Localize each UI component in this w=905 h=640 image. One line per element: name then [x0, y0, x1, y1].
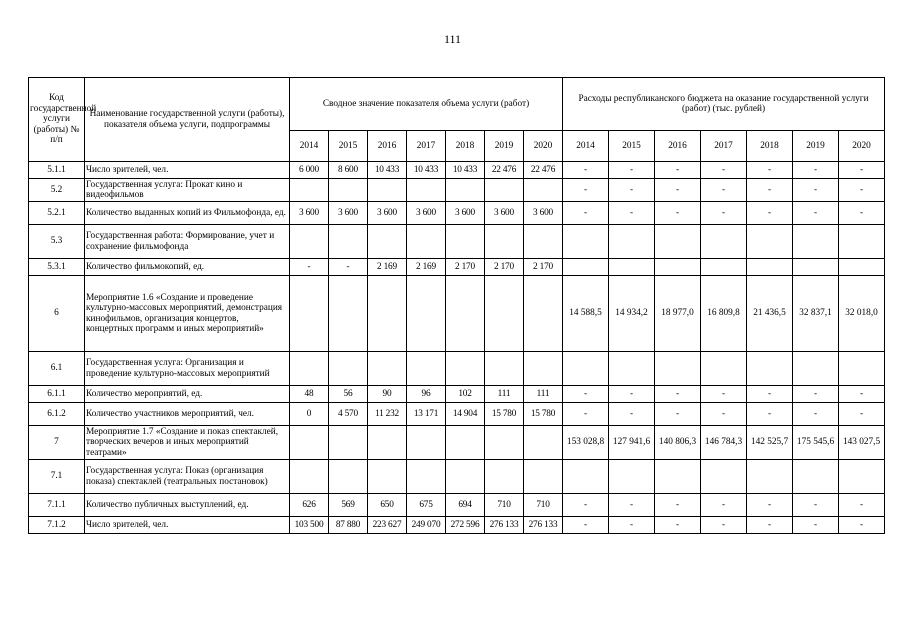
volume-cell	[407, 460, 446, 494]
volume-cell: 90	[368, 386, 407, 403]
budget-year-header: 2019	[793, 131, 839, 162]
budget-cell	[563, 259, 609, 276]
row-code: 7	[29, 426, 85, 460]
row-code: 5.2	[29, 179, 85, 202]
row-code: 7.1.2	[29, 517, 85, 534]
volume-cell: 6 000	[290, 162, 329, 179]
budget-year-header: 2020	[839, 131, 885, 162]
budget-cell	[793, 259, 839, 276]
volume-cell	[329, 352, 368, 386]
budget-cell: 142 525,7	[747, 426, 793, 460]
budget-cell: -	[839, 162, 885, 179]
volume-cell	[524, 426, 563, 460]
volume-year-header: 2017	[407, 131, 446, 162]
budget-year-header: 2016	[655, 131, 701, 162]
volume-cell: 14 904	[446, 403, 485, 426]
volume-cell	[368, 225, 407, 259]
budget-cell	[701, 352, 747, 386]
volume-cell	[368, 460, 407, 494]
budget-year-header: 2017	[701, 131, 747, 162]
volume-cell: 3 600	[329, 202, 368, 225]
row-name: Мероприятие 1.6 «Создание и проведение культурно-массовых мероприятий, демонстрация кинофильмов, организация концертов, концертных программ и иных мероприятий»	[85, 276, 290, 352]
row-name: Число зрителей, чел.	[85, 517, 290, 534]
table-row	[29, 225, 885, 259]
budget-cell	[609, 460, 655, 494]
budget-cell: -	[839, 494, 885, 517]
budget-cell	[793, 460, 839, 494]
budget-cell: -	[655, 202, 701, 225]
volume-cell	[407, 276, 446, 352]
row-name: Государственная услуга: Организация и проведение культурно-массовых мероприятий	[85, 352, 290, 386]
budget-cell: -	[793, 517, 839, 534]
volume-cell	[446, 179, 485, 202]
volume-cell: 8 600	[329, 162, 368, 179]
row-name: Количество участников мероприятий, чел.	[85, 403, 290, 426]
volume-cell	[446, 352, 485, 386]
volume-cell: 710	[524, 494, 563, 517]
budget-cell: -	[563, 162, 609, 179]
volume-cell: 223 627	[368, 517, 407, 534]
budget-cell: -	[609, 179, 655, 202]
volume-cell: 111	[485, 386, 524, 403]
volume-cell: 2 169	[407, 259, 446, 276]
budget-cell: -	[609, 386, 655, 403]
volume-cell: 276 133	[524, 517, 563, 534]
row-name: Государственная услуга: Прокат кино и видеофильмов	[85, 179, 290, 202]
budget-cell: -	[563, 517, 609, 534]
budget-cell	[793, 225, 839, 259]
volume-cell	[329, 225, 368, 259]
budget-cell: 175 545,6	[793, 426, 839, 460]
volume-cell: 3 600	[524, 202, 563, 225]
budget-cell: -	[701, 494, 747, 517]
budget-cell: 153 028,8	[563, 426, 609, 460]
budget-cell: -	[793, 403, 839, 426]
volume-cell	[524, 460, 563, 494]
budget-cell: -	[701, 403, 747, 426]
volume-cell	[446, 460, 485, 494]
volume-cell: 249 070	[407, 517, 446, 534]
row-code: 7.1	[29, 460, 85, 494]
volume-cell	[368, 426, 407, 460]
volume-cell: 48	[290, 386, 329, 403]
volume-cell	[290, 426, 329, 460]
budget-cell: -	[793, 386, 839, 403]
volume-year-header: 2015	[329, 131, 368, 162]
budget-cell	[747, 225, 793, 259]
volume-year-header: 2019	[485, 131, 524, 162]
volume-cell: 2 169	[368, 259, 407, 276]
page-number: 111	[443, 32, 462, 46]
volume-cell	[407, 179, 446, 202]
row-name: Количество выданных копий из Фильмофонда, ед.	[85, 202, 290, 225]
volume-cell	[485, 460, 524, 494]
volume-cell: -	[329, 259, 368, 276]
row-code: 5.3	[29, 225, 85, 259]
budget-year-header: 2018	[747, 131, 793, 162]
volume-cell: 15 780	[524, 403, 563, 426]
volume-cell: 3 600	[368, 202, 407, 225]
table-row	[29, 403, 885, 426]
table-header	[29, 78, 885, 162]
volume-cell	[368, 276, 407, 352]
row-name: Количество публичных выступлений, ед.	[85, 494, 290, 517]
budget-cell	[655, 225, 701, 259]
volume-cell	[485, 179, 524, 202]
budget-cell: 32 018,0	[839, 276, 885, 352]
table-row	[29, 259, 885, 276]
budget-cell: -	[609, 403, 655, 426]
budget-cell	[839, 460, 885, 494]
budget-cell: -	[747, 202, 793, 225]
budget-cell	[563, 460, 609, 494]
budget-cell: -	[609, 202, 655, 225]
volume-cell: 694	[446, 494, 485, 517]
row-name: Мероприятие 1.7 «Создание и показ спектаклей, творческих вечеров и иных мероприятий театрами»	[85, 426, 290, 460]
row-name: Количество фильмокопий, ед.	[85, 259, 290, 276]
budget-cell: -	[563, 179, 609, 202]
budget-cell: 127 941,6	[609, 426, 655, 460]
volume-year-header: 2014	[290, 131, 329, 162]
volume-cell: 96	[407, 386, 446, 403]
budget-cell: -	[563, 386, 609, 403]
row-code: 5.2.1	[29, 202, 85, 225]
volume-cell: 10 433	[446, 162, 485, 179]
budget-cell: 143 027,5	[839, 426, 885, 460]
volume-cell: 10 433	[368, 162, 407, 179]
budget-cell: -	[839, 403, 885, 426]
row-name: Государственная услуга: Показ (организация показа) спектаклей (театральных постановок)	[85, 460, 290, 494]
volume-cell: 626	[290, 494, 329, 517]
volume-cell: 15 780	[485, 403, 524, 426]
volume-cell: 2 170	[524, 259, 563, 276]
volume-cell	[485, 352, 524, 386]
table-row	[29, 276, 885, 352]
budget-cell: -	[839, 179, 885, 202]
volume-cell	[329, 460, 368, 494]
volume-cell: -	[290, 259, 329, 276]
budget-cell: -	[701, 162, 747, 179]
table-row	[29, 386, 885, 403]
budget-cell: -	[701, 517, 747, 534]
budget-cell: -	[609, 517, 655, 534]
budget-cell: -	[609, 494, 655, 517]
budget-cell	[747, 352, 793, 386]
volume-cell	[368, 352, 407, 386]
budget-group-header: Расходы республиканского бюджета на оказание государственной услуги (работ) (тыс. рублей)	[563, 78, 885, 131]
budget-cell: -	[747, 517, 793, 534]
budget-cell	[747, 460, 793, 494]
budget-cell: 140 806,3	[655, 426, 701, 460]
budget-cell	[563, 225, 609, 259]
budget-year-header: 2014	[563, 131, 609, 162]
volume-cell: 710	[485, 494, 524, 517]
volume-cell	[524, 276, 563, 352]
budget-cell: -	[563, 403, 609, 426]
table-row	[29, 426, 885, 460]
budget-cell: -	[839, 202, 885, 225]
table-row	[29, 460, 885, 494]
budget-cell	[839, 259, 885, 276]
volume-cell	[446, 276, 485, 352]
budget-cell	[839, 225, 885, 259]
volume-cell	[485, 225, 524, 259]
volume-cell: 13 171	[407, 403, 446, 426]
budget-cell: 16 809,8	[701, 276, 747, 352]
volume-cell	[290, 179, 329, 202]
budget-cell: -	[747, 162, 793, 179]
table-row	[29, 352, 885, 386]
volume-cell: 2 170	[446, 259, 485, 276]
volume-cell	[407, 352, 446, 386]
budget-cell: -	[563, 202, 609, 225]
budget-cell: -	[747, 386, 793, 403]
volume-cell: 22 476	[485, 162, 524, 179]
budget-cell: -	[793, 202, 839, 225]
volume-cell: 102	[446, 386, 485, 403]
row-code: 5.3.1	[29, 259, 85, 276]
volume-cell	[290, 460, 329, 494]
budget-cell: 14 934,2	[609, 276, 655, 352]
budget-cell: -	[563, 494, 609, 517]
volume-cell	[368, 179, 407, 202]
budget-cell: -	[701, 179, 747, 202]
budget-cell	[609, 259, 655, 276]
budget-cell: 14 588,5	[563, 276, 609, 352]
budget-cell: -	[655, 179, 701, 202]
volume-cell: 675	[407, 494, 446, 517]
volume-cell: 3 600	[446, 202, 485, 225]
budget-cell	[701, 225, 747, 259]
volume-cell: 111	[524, 386, 563, 403]
volume-cell: 10 433	[407, 162, 446, 179]
budget-cell: 18 977,0	[655, 276, 701, 352]
volume-cell: 103 500	[290, 517, 329, 534]
volume-cell: 56	[329, 386, 368, 403]
code-column-header: Код государственной услуги (работы) № п/п	[29, 78, 85, 162]
volume-cell: 0	[290, 403, 329, 426]
volume-cell	[329, 276, 368, 352]
budget-cell: -	[701, 202, 747, 225]
row-code: 6	[29, 276, 85, 352]
table-row	[29, 202, 885, 225]
budget-cell: -	[747, 179, 793, 202]
budget-cell: -	[655, 162, 701, 179]
budget-cell: -	[793, 162, 839, 179]
row-code: 6.1.2	[29, 403, 85, 426]
row-code: 5.1.1	[29, 162, 85, 179]
volume-cell: 11 232	[368, 403, 407, 426]
volume-cell: 22 476	[524, 162, 563, 179]
volume-cell	[329, 426, 368, 460]
volume-cell	[407, 225, 446, 259]
volume-cell	[524, 225, 563, 259]
budget-cell: -	[839, 386, 885, 403]
budget-cell: -	[793, 494, 839, 517]
row-name: Число зрителей, чел.	[85, 162, 290, 179]
row-name: Государственная работа: Формирование, учет и сохранение фильмофонда	[85, 225, 290, 259]
volume-group-header: Сводное значение показателя объема услуги (работ)	[290, 78, 563, 131]
table-body	[29, 162, 885, 534]
budget-cell	[655, 259, 701, 276]
volume-cell: 3 600	[290, 202, 329, 225]
volume-cell	[524, 352, 563, 386]
budget-cell	[655, 352, 701, 386]
volume-cell	[290, 352, 329, 386]
volume-year-header: 2018	[446, 131, 485, 162]
budget-cell: 146 784,3	[701, 426, 747, 460]
budget-cell	[609, 352, 655, 386]
volume-cell	[329, 179, 368, 202]
table-row	[29, 494, 885, 517]
volume-cell	[524, 179, 563, 202]
table-row	[29, 179, 885, 202]
volume-cell	[407, 426, 446, 460]
volume-cell: 569	[329, 494, 368, 517]
row-code: 6.1.1	[29, 386, 85, 403]
indicator-table	[28, 77, 885, 534]
budget-cell: -	[839, 517, 885, 534]
row-code: 7.1.1	[29, 494, 85, 517]
budget-cell	[655, 460, 701, 494]
row-name: Количество мероприятий, ед.	[85, 386, 290, 403]
budget-cell: -	[793, 179, 839, 202]
budget-cell: -	[747, 403, 793, 426]
budget-cell	[839, 352, 885, 386]
volume-cell: 276 133	[485, 517, 524, 534]
budget-cell	[747, 259, 793, 276]
budget-cell: -	[609, 162, 655, 179]
volume-cell	[290, 276, 329, 352]
budget-cell	[701, 460, 747, 494]
budget-cell	[609, 225, 655, 259]
volume-cell: 272 596	[446, 517, 485, 534]
volume-cell: 3 600	[485, 202, 524, 225]
budget-cell: 32 837,1	[793, 276, 839, 352]
volume-year-header: 2016	[368, 131, 407, 162]
volume-cell: 4 570	[329, 403, 368, 426]
volume-cell	[485, 426, 524, 460]
budget-cell	[563, 352, 609, 386]
budget-cell: -	[655, 403, 701, 426]
volume-cell: 3 600	[407, 202, 446, 225]
volume-cell: 87 880	[329, 517, 368, 534]
budget-cell: -	[655, 494, 701, 517]
volume-cell	[446, 225, 485, 259]
name-column-header: Наименование государственной услуги (работы), показателя объема услуги, подпрограммы	[85, 78, 290, 162]
volume-cell	[485, 276, 524, 352]
volume-cell	[446, 426, 485, 460]
budget-cell: -	[747, 494, 793, 517]
table-row	[29, 162, 885, 179]
volume-cell	[290, 225, 329, 259]
volume-cell: 650	[368, 494, 407, 517]
row-code: 6.1	[29, 352, 85, 386]
budget-cell: 21 436,5	[747, 276, 793, 352]
table-row	[29, 517, 885, 534]
volume-cell: 2 170	[485, 259, 524, 276]
budget-cell	[701, 259, 747, 276]
budget-cell	[793, 352, 839, 386]
budget-cell: -	[701, 386, 747, 403]
budget-cell: -	[655, 386, 701, 403]
budget-cell: -	[655, 517, 701, 534]
budget-year-header: 2015	[609, 131, 655, 162]
volume-year-header: 2020	[524, 131, 563, 162]
